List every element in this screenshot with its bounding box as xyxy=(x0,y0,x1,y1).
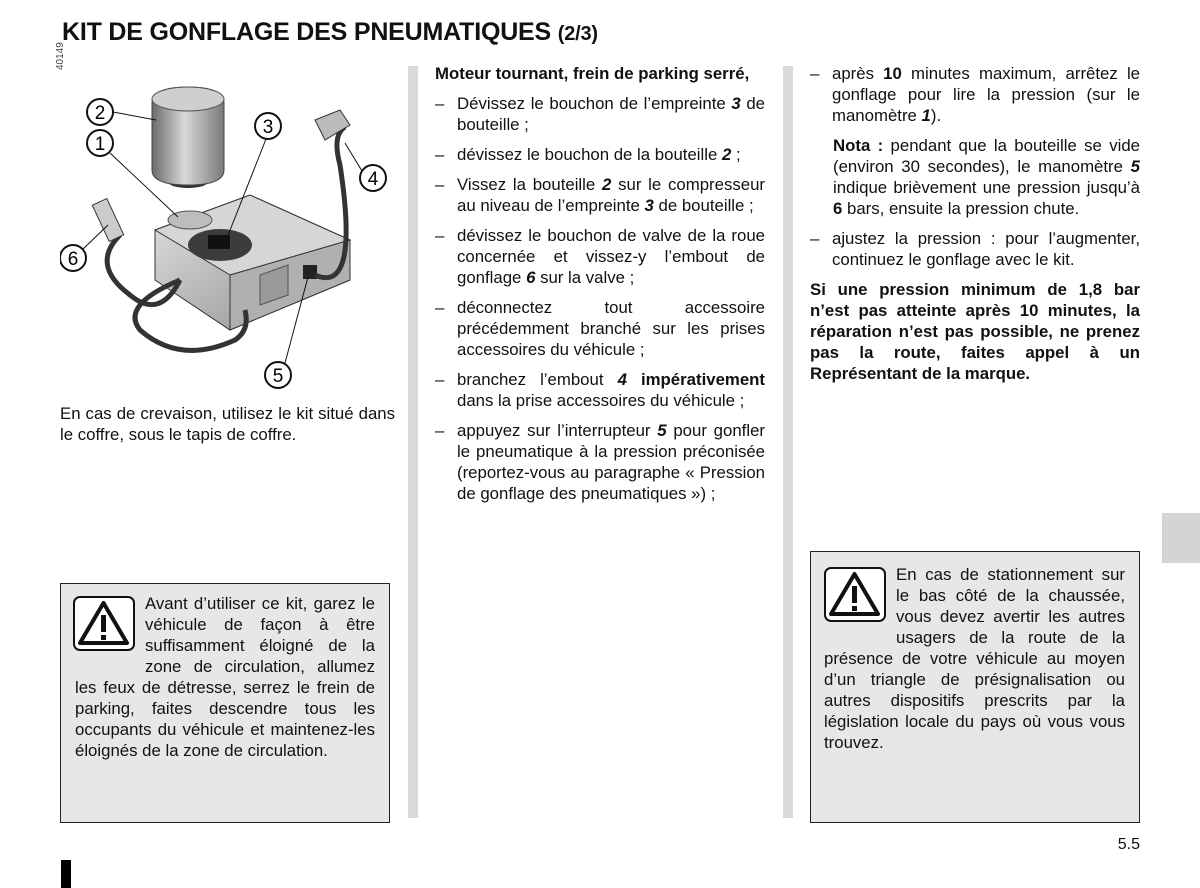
instruction-list xyxy=(435,93,765,504)
warning-box-right xyxy=(810,551,1140,823)
warning-box-left xyxy=(60,583,390,823)
list-item: – dévissez le bouchon de valve de la roue concernée et vissez-y l’embout de gonflage 6 sur la valve ; xyxy=(435,225,765,288)
callout-2 xyxy=(87,99,156,125)
instructions-heading: Moteur tournant, frein de parking serré, xyxy=(435,64,750,83)
title-text: KIT DE GONFLAGE DES PNEUMATIQUES xyxy=(62,18,551,46)
important-paragraph: Si une pression minimum de 1,8 bar n’est pas atteinte après 10 minutes, la réparation n’est pas possible, ne prenez pas la route, faites appel à un Représentant de la marque. xyxy=(810,280,1140,383)
right-list xyxy=(810,63,1140,126)
column-bar-left xyxy=(408,66,418,818)
svg-text:3: 3 xyxy=(262,117,274,138)
instructions-column xyxy=(435,63,765,504)
bottle-shape xyxy=(152,87,224,188)
list-item: – appuyez sur l’interrupteur 5 pour gonfler le pneumatique à la pression préconisée (reportez-vous au paragraphe « Pression de gonflage des pneumatiques ») ; xyxy=(435,420,765,504)
plug-shape xyxy=(315,110,350,140)
list-item: – ajustez la pression : pour l’augmenter, continuez le gonflage avec le kit. xyxy=(810,228,1140,270)
list-item: – déconnectez tout accessoire précédemment branché sur les prises accessoires du véhicule ; xyxy=(435,297,765,360)
page-number: 5.5 xyxy=(1117,836,1140,853)
section-tab xyxy=(1162,513,1200,563)
title-part: (2/3) xyxy=(557,23,598,45)
callout-6 xyxy=(60,225,108,271)
edge-mark xyxy=(61,860,71,888)
warning-text-left: Avant d’utiliser ce kit, garez le véhicule de façon à être suffisamment éloigné de la zone de circulation, allumez les feux de détresse, serrez le frein de parking, faites descendre tous les occupants du véhicule et maintenez-les éloignés de la zone de circulation. xyxy=(75,594,375,760)
list-item: – Vissez la bouteille 2 sur le compresseur au niveau de l’empreinte 3 de bouteille ; xyxy=(435,174,765,216)
note-paragraph: Nota : pendant que la bouteille se vide (environ 30 secondes), le manomètre 5 indique brièvement une pression jusqu’à 6 bars, ensuite la pression chute. xyxy=(833,136,1140,218)
callout-4 xyxy=(345,143,386,191)
svg-text:1: 1 xyxy=(94,134,106,155)
warning-triangle-icon xyxy=(824,567,886,622)
list-item: – branchez l’embout 4 impérativement dans la prise accessoires du véhicule ; xyxy=(435,369,765,411)
page-title xyxy=(62,18,598,47)
svg-text:2: 2 xyxy=(94,103,106,124)
list-item: – après 10 minutes maximum, arrêtez le gonflage pour lire la pression (sur le manomètre 1). xyxy=(810,63,1140,126)
right-list-2 xyxy=(810,228,1140,270)
list-item: – dévissez le bouchon de la bouteille 2 ; xyxy=(435,144,765,165)
figure-code: 40149 xyxy=(55,42,66,70)
inflation-kit-illustration xyxy=(60,65,390,395)
svg-text:4: 4 xyxy=(367,169,379,190)
svg-text:6: 6 xyxy=(67,249,79,270)
right-column xyxy=(810,63,1140,384)
column-bar-right xyxy=(783,66,793,818)
figure-caption: En cas de crevaison, utilisez le kit situé dans le coffre, sous le tapis de coffre. xyxy=(60,404,395,444)
list-item: – Dévissez le bouchon de l’empreinte 3 de bouteille ; xyxy=(435,93,765,135)
compressor-shape xyxy=(155,195,350,330)
warning-triangle-icon xyxy=(73,596,135,651)
warning-text-right: En cas de stationnement sur le bas côté de la chaussée, vous devez avertir les autres usagers de la route de la présence de votre véhicule au moyen d’un triangle de présignalisation ou autres dispositifs prescrits par la législation locale du pays où vous vous trouvez. xyxy=(824,565,1125,752)
svg-text:5: 5 xyxy=(272,366,284,387)
